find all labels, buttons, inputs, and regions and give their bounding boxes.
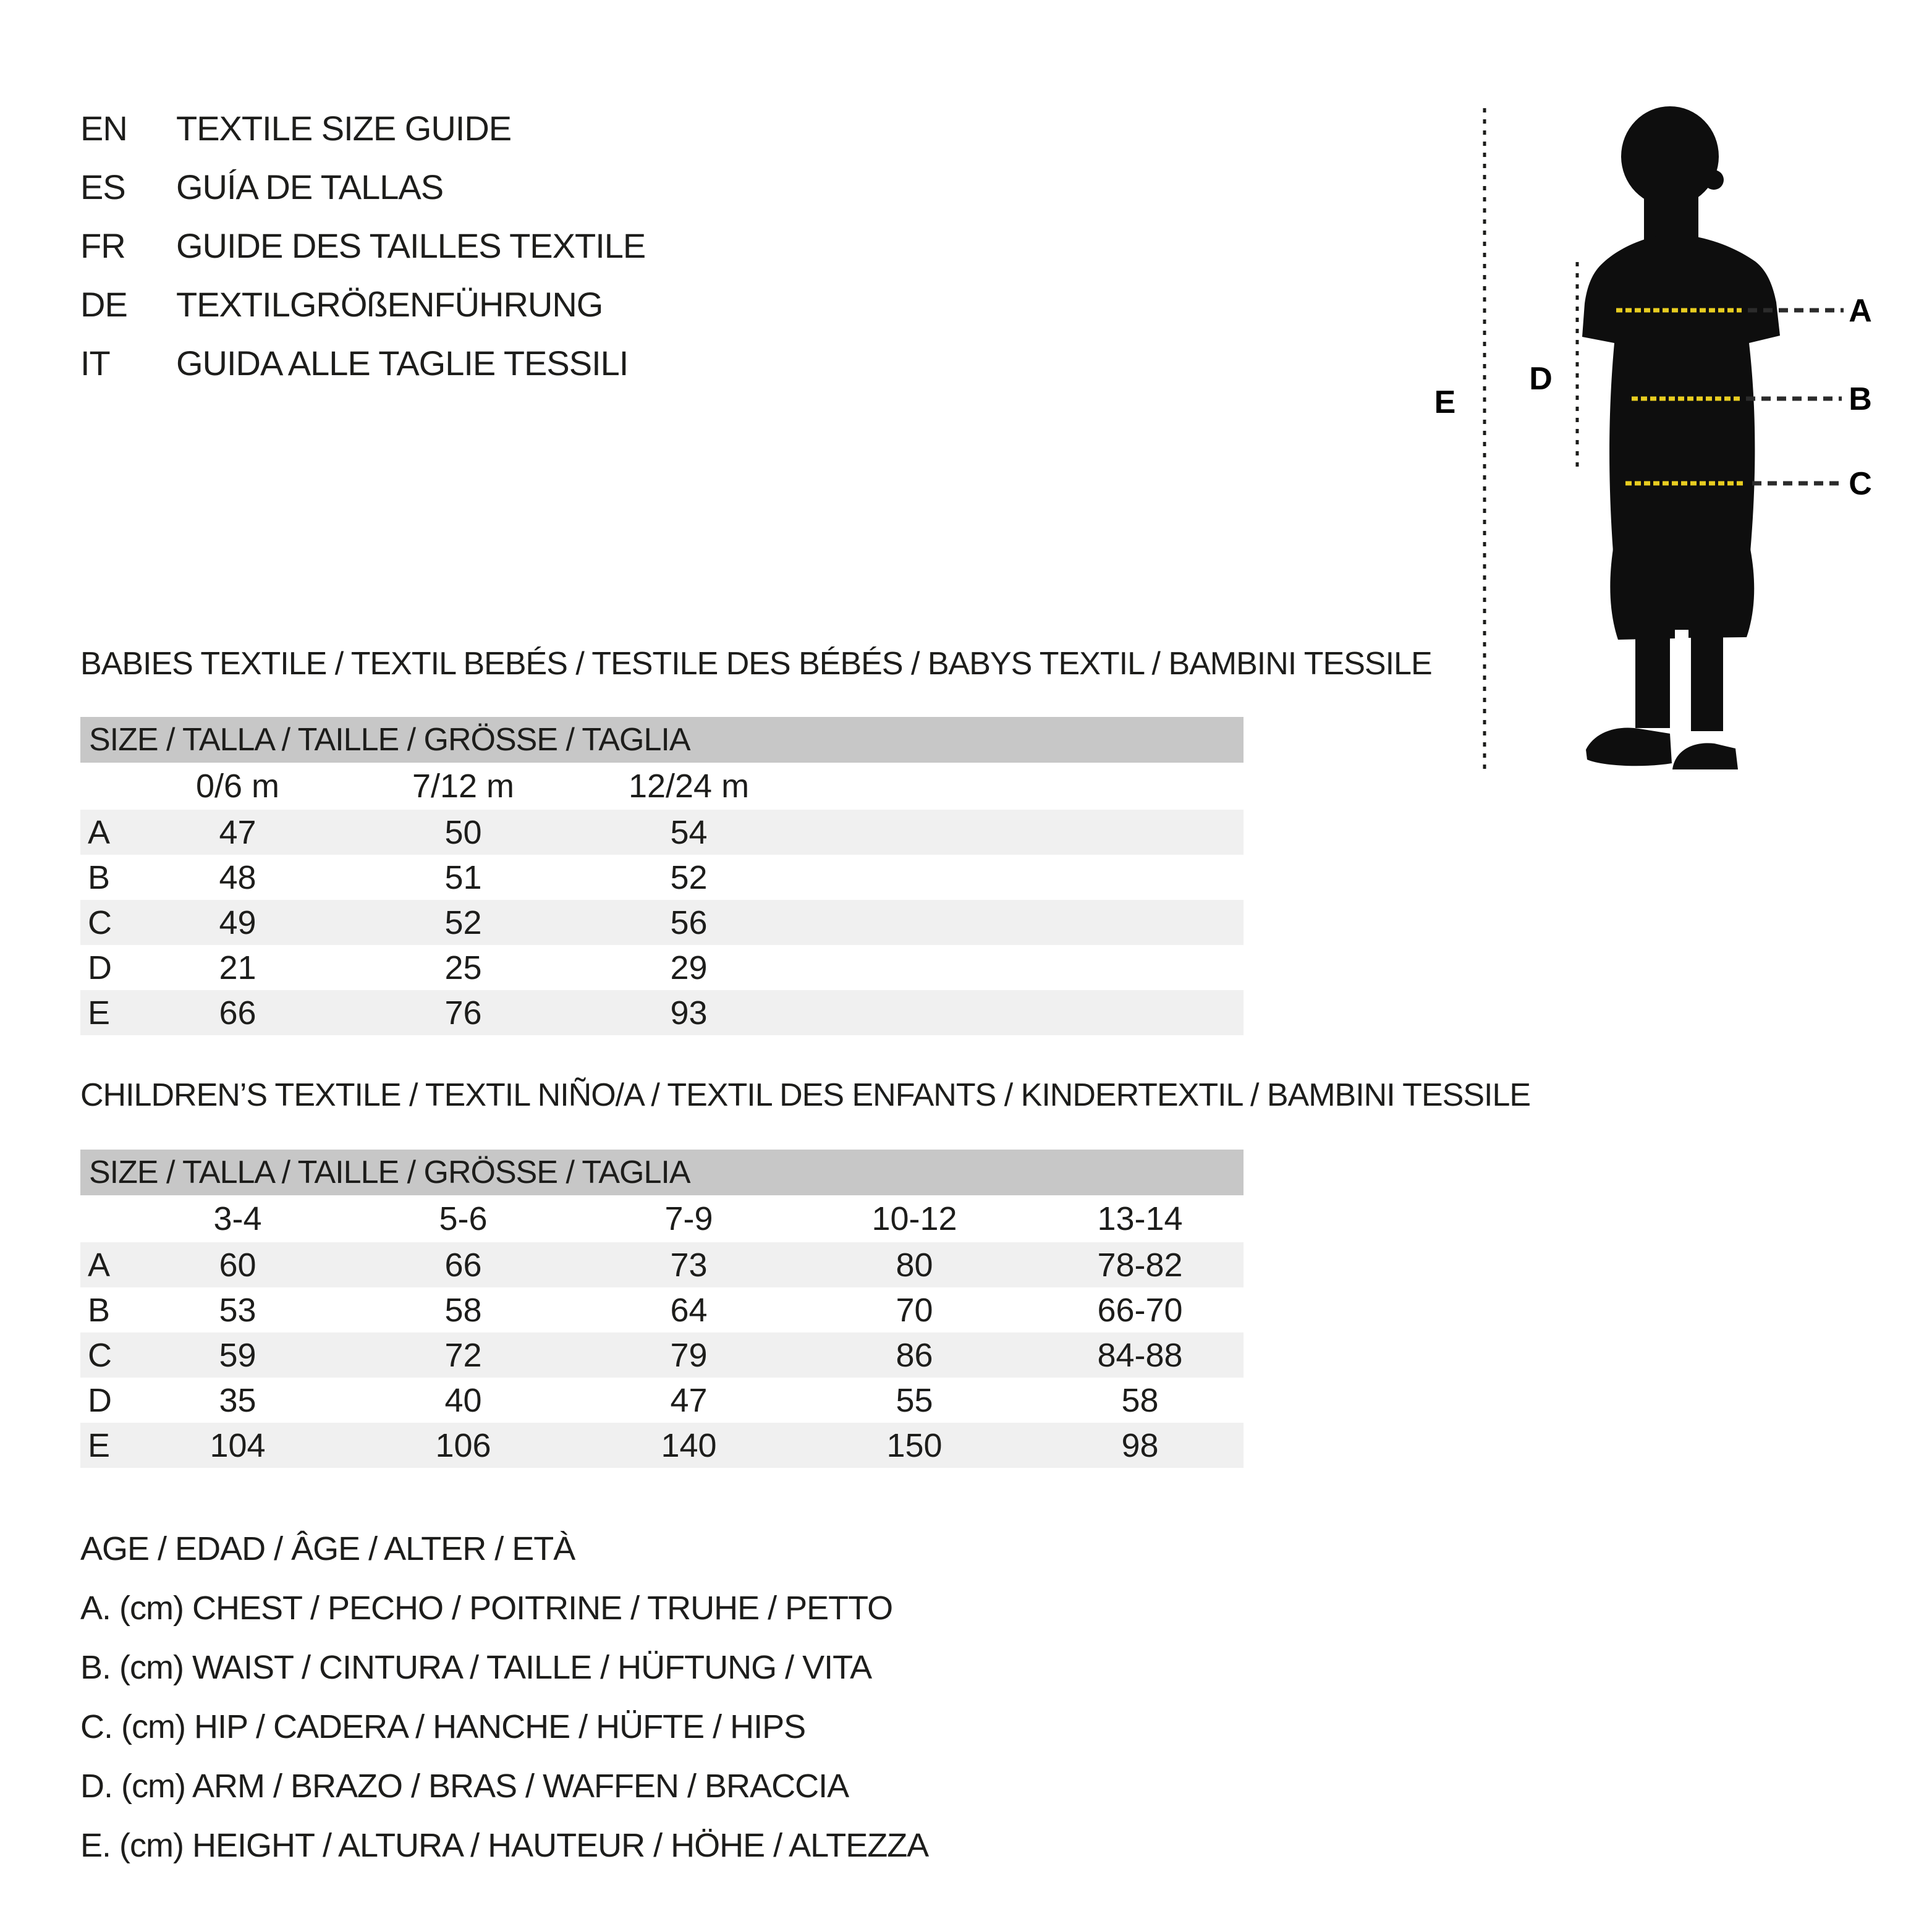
language-row-de — [80, 275, 645, 334]
measurement-diagram — [1403, 99, 1891, 788]
language-code: DE — [80, 285, 127, 324]
hip-label: C — [1849, 466, 1872, 502]
row-label: E — [88, 1426, 111, 1464]
table-row — [80, 1423, 1244, 1468]
waist-label: B — [1849, 381, 1872, 417]
language-list — [80, 99, 645, 392]
row-label: A — [88, 813, 111, 851]
cell: 66 — [444, 1246, 482, 1284]
cell: 59 — [219, 1336, 256, 1374]
language-code: ES — [80, 167, 125, 206]
cell: 52 — [670, 858, 708, 896]
age-column: 7-9 — [664, 1200, 713, 1237]
legend-height: E. (cm) HEIGHT / ALTURA / HAUTEUR / HÖHE / ALTEZZA — [80, 1827, 929, 1864]
legend-waist: B. (cm) WAIST / CINTURA / TAILLE / HÜFTUNG / VITA — [80, 1649, 872, 1686]
age-column: 0/6 m — [195, 768, 280, 805]
cell: 93 — [670, 994, 708, 1032]
cell: 25 — [444, 949, 482, 986]
language-title: GUIDE DES TAILLES TEXTILE — [176, 226, 646, 265]
language-row-es — [80, 158, 645, 216]
cell: 79 — [670, 1336, 708, 1374]
table-row — [80, 1242, 1244, 1287]
children-section-heading: CHILDREN’S TEXTILE / TEXTIL NIÑO/A / TEXTIL DES ENFANTS / KINDERTEXTIL / BAMBINI TESSILE — [80, 1077, 1531, 1113]
cell: 106 — [435, 1426, 491, 1464]
language-title: TEXTILE SIZE GUIDE — [176, 109, 512, 148]
child-silhouette — [1582, 106, 1780, 769]
cell: 60 — [219, 1246, 256, 1284]
cell: 66-70 — [1097, 1291, 1183, 1329]
cell: 40 — [444, 1381, 482, 1419]
measurement-legend — [80, 1519, 928, 1875]
cell: 29 — [670, 949, 708, 986]
babies-age-row — [80, 763, 1244, 810]
row-label: D — [88, 1381, 112, 1419]
cell: 55 — [896, 1381, 933, 1419]
cell: 140 — [661, 1426, 717, 1464]
cell: 51 — [444, 858, 482, 896]
age-column: 7/12 m — [412, 768, 515, 805]
row-label: B — [88, 1291, 111, 1329]
arm-label: D — [1529, 361, 1553, 397]
cell: 54 — [670, 813, 708, 851]
legend-chest: A. (cm) CHEST / PECHO / POITRINE / TRUHE / PETTO — [80, 1590, 893, 1627]
babies-section-heading: BABIES TEXTILE / TEXTIL BEBÉS / TESTILE DES BÉBÉS / BABYS TEXTIL / BAMBINI TESSILE — [80, 646, 1432, 682]
cell: 98 — [1121, 1426, 1159, 1464]
cell: 52 — [444, 904, 482, 941]
silhouette-shorts — [1610, 549, 1754, 640]
measurement-diagram-svg — [1403, 99, 1891, 788]
age-column: 13-14 — [1097, 1200, 1183, 1237]
silhouette-left-shoe — [1586, 727, 1672, 766]
table-row — [80, 900, 1244, 945]
cell: 35 — [219, 1381, 256, 1419]
age-column: 10-12 — [871, 1200, 957, 1237]
cell: 48 — [219, 858, 256, 896]
table-row — [80, 1378, 1244, 1423]
language-row-it — [80, 334, 645, 392]
cell: 70 — [896, 1291, 933, 1329]
language-title: GUIDA ALLE TAGLIE TESSILI — [176, 344, 629, 383]
legend-age: AGE / EDAD / ÂGE / ALTER / ETÀ — [80, 1530, 575, 1567]
silhouette-right-shoe — [1672, 743, 1738, 769]
row-label: C — [88, 1336, 112, 1374]
cell: 50 — [444, 813, 482, 851]
cell: 76 — [444, 994, 482, 1032]
cell: 66 — [219, 994, 256, 1032]
cell: 84-88 — [1097, 1336, 1183, 1374]
cell: 56 — [670, 904, 708, 941]
age-column: 12/24 m — [628, 768, 750, 805]
silhouette-hair — [1704, 170, 1724, 190]
cell: 21 — [219, 949, 256, 986]
silhouette-left-leg — [1635, 635, 1670, 728]
children-age-row — [80, 1195, 1244, 1242]
silhouette-head — [1621, 106, 1719, 206]
table-row — [80, 990, 1244, 1035]
table-row — [80, 945, 1244, 990]
table-row — [80, 1287, 1244, 1332]
table-row — [80, 810, 1244, 855]
row-label: C — [88, 904, 112, 941]
babies-size-table — [80, 717, 1244, 1035]
children-table-header-bar: SIZE / TALLA / TAILLE / GRÖSSE / TAGLIA — [80, 1150, 1244, 1195]
cell: 150 — [886, 1426, 943, 1464]
cell: 86 — [896, 1336, 933, 1374]
cell: 47 — [219, 813, 256, 851]
cell: 64 — [670, 1291, 708, 1329]
height-label: E — [1434, 384, 1456, 420]
cell: 58 — [444, 1291, 482, 1329]
cell: 80 — [896, 1246, 933, 1284]
cell: 104 — [210, 1426, 266, 1464]
language-code: EN — [80, 109, 127, 148]
cell: 72 — [444, 1336, 482, 1374]
table-row — [80, 1332, 1244, 1378]
language-code: IT — [80, 344, 110, 383]
cell: 78-82 — [1097, 1246, 1183, 1284]
table-row — [80, 855, 1244, 900]
legend-arm: D. (cm) ARM / BRAZO / BRAS / WAFFEN / BRACCIA — [80, 1768, 849, 1805]
babies-table-header-bar: SIZE / TALLA / TAILLE / GRÖSSE / TAGLIA — [80, 717, 1244, 763]
row-label: D — [88, 949, 112, 986]
cell: 47 — [670, 1381, 708, 1419]
chest-label: A — [1849, 293, 1872, 329]
language-row-en — [80, 99, 645, 158]
cell: 73 — [670, 1246, 708, 1284]
children-size-table — [80, 1150, 1244, 1468]
age-column: 5-6 — [439, 1200, 488, 1237]
row-label: A — [88, 1246, 111, 1284]
language-row-fr — [80, 216, 645, 275]
cell: 49 — [219, 904, 256, 941]
cell: 58 — [1121, 1381, 1159, 1419]
silhouette-right-leg — [1691, 635, 1723, 731]
language-title: GUÍA DE TALLAS — [176, 167, 444, 206]
language-code: FR — [80, 226, 125, 265]
silhouette-shirt — [1582, 234, 1780, 552]
row-label: E — [88, 994, 111, 1032]
legend-hip: C. (cm) HIP / CADERA / HANCHE / HÜFTE / HIPS — [80, 1708, 806, 1745]
age-column: 3-4 — [213, 1200, 262, 1237]
cell: 53 — [219, 1291, 256, 1329]
language-title: TEXTILGRÖßENFÜHRUNG — [176, 285, 603, 324]
row-label: B — [88, 858, 111, 896]
